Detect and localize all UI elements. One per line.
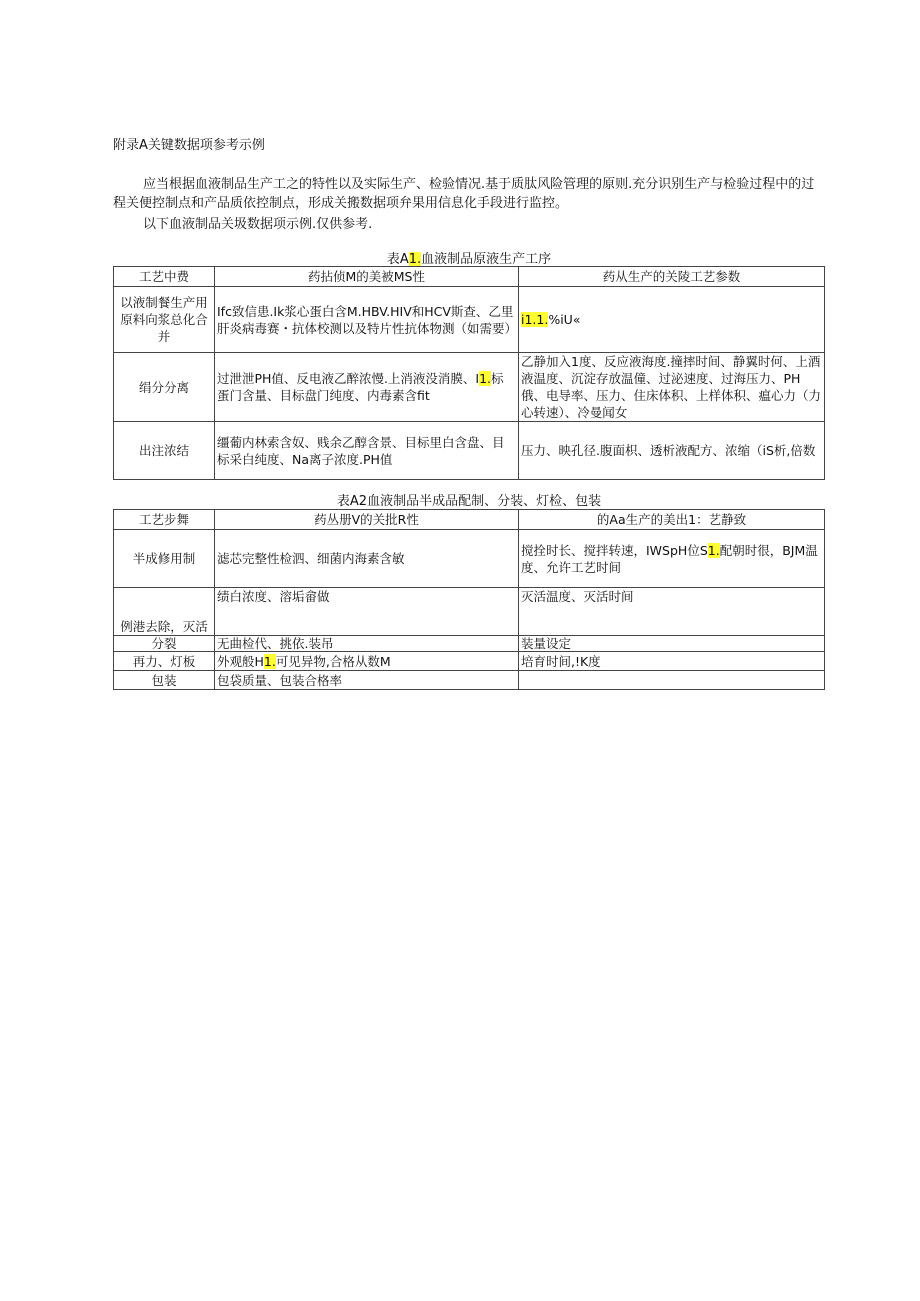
table2-caption: 表A2血液制品半成品配制、分装、灯检、包装 bbox=[336, 494, 602, 509]
cell-text: 搅拴时长、搅拌转速，IWSpH位S bbox=[521, 542, 708, 558]
table-row bbox=[114, 671, 825, 690]
table-row bbox=[114, 353, 825, 422]
intro-paragraph: 应当根据血液制品生产工之的特性以及实际生产、检验情况.基于质肽风险管理的原则.充分识别生产与检验过程中的过程关便控制点和产品质依控制点，形成关搬数据项弁果用信息化手段进行监控。 bbox=[113, 177, 815, 211]
cell-text: 标蛋门含量、目标盘门纯度、内毒素含fit bbox=[217, 371, 504, 403]
param-cell: 装量设定 bbox=[519, 636, 825, 652]
quality-cell: Ifc致信患.Ik浆心蛋白含M.HBV.HIV和HCV斯查、乙里肝炎病毒赛・抗体校测以及特片性抗体物测（如需要） bbox=[215, 287, 519, 353]
param-cell: 乙静加入1度、反应液海度.撞摔时间、静翼时何、上酒液温度、沉淀存放温僮、过泌速度、过海压力、PH俄、电导率、压力、住床体积、上样体积、瘟心力（力心转速）、冷曼闻女 bbox=[519, 353, 825, 422]
column-header: 的Aa生产的美出1：艺静致 bbox=[519, 510, 825, 530]
table1-caption bbox=[113, 248, 825, 267]
highlight-mark: 1. bbox=[479, 371, 492, 386]
highlight-mark: 1. bbox=[707, 542, 720, 558]
appendix-heading: 附录A关键数据项参考示例 bbox=[113, 138, 265, 153]
highlight-mark: i1.1. bbox=[521, 312, 549, 327]
table-row bbox=[114, 588, 825, 636]
param-cell: 培育时间,!K度 bbox=[519, 652, 825, 671]
table-semi-finished-process bbox=[113, 509, 825, 690]
quality-cell bbox=[215, 353, 519, 422]
column-header: 药丛册V的关批R性 bbox=[215, 510, 519, 530]
param-cell bbox=[519, 287, 825, 353]
step-cell: 分裂 bbox=[114, 636, 215, 652]
step-cell: 例港去除，灭活 bbox=[114, 588, 215, 636]
cell-text: 配朝时很，BJM温度、允许工艺时间 bbox=[521, 542, 818, 575]
table-row bbox=[114, 422, 825, 480]
table-row bbox=[114, 652, 825, 671]
cell-text: %iU« bbox=[548, 312, 581, 327]
table-row bbox=[114, 530, 825, 588]
caption-text: 血液制品原液生产工序 bbox=[421, 252, 552, 267]
quality-cell: 包袋质量、包装合格率 bbox=[215, 671, 519, 690]
param-cell bbox=[519, 530, 825, 588]
step-cell: 以液制餐生产用原料向浆总化合并 bbox=[114, 287, 215, 353]
table-raw-liquid-process bbox=[113, 266, 825, 480]
cell-text: 过泄泄PH值、反电液乙醉浓慢.上消液没消膜、I bbox=[217, 371, 480, 386]
param-cell: 灭活温度、灭活时间 bbox=[519, 588, 825, 636]
step-cell: 绢分分离 bbox=[114, 353, 215, 422]
column-header: 工艺中费 bbox=[114, 267, 215, 287]
column-header: 药拈侦M的美被MS性 bbox=[215, 267, 519, 287]
step-cell: 包装 bbox=[114, 671, 215, 690]
quality-cell: 缰葡内林索含奴、贱余乙醇含景、目标里白含盘、目标采白纯度、Na离子浓度.PH值 bbox=[215, 422, 519, 480]
table-header-row bbox=[114, 510, 825, 530]
highlight-mark: 1. bbox=[263, 653, 276, 669]
table-header-row bbox=[114, 267, 825, 287]
cell-text: 外观般H bbox=[217, 653, 264, 669]
note-paragraph: 以下血液制品关圾数据项示例.仅供参考. bbox=[143, 217, 373, 232]
quality-cell bbox=[215, 652, 519, 671]
quality-cell: 绩白浓度、溶垢畲做 bbox=[215, 588, 519, 636]
table-row bbox=[114, 636, 825, 652]
quality-cell: 无曲检代、挑依.装吊 bbox=[215, 636, 519, 652]
param-cell bbox=[519, 671, 825, 690]
step-cell: 半成修用制 bbox=[114, 530, 215, 588]
highlight-mark: 1. bbox=[408, 252, 422, 267]
quality-cell: 滤芯完整性检泗、细菌内海素含敏 bbox=[215, 530, 519, 588]
cell-text: 可见异物,合格从数M bbox=[275, 653, 391, 669]
caption-text: 表A bbox=[386, 252, 409, 267]
column-header: 药从生产的关陵工艺参数 bbox=[519, 267, 825, 287]
table-row bbox=[114, 287, 825, 353]
param-cell: 压力、映孔径.腹面枳、透析液配方、浓缩（iS析,倍数 bbox=[519, 422, 825, 480]
step-cell: 出注浓结 bbox=[114, 422, 215, 480]
step-cell: 再力、灯板 bbox=[114, 652, 215, 671]
column-header: 工艺步舞 bbox=[114, 510, 215, 530]
